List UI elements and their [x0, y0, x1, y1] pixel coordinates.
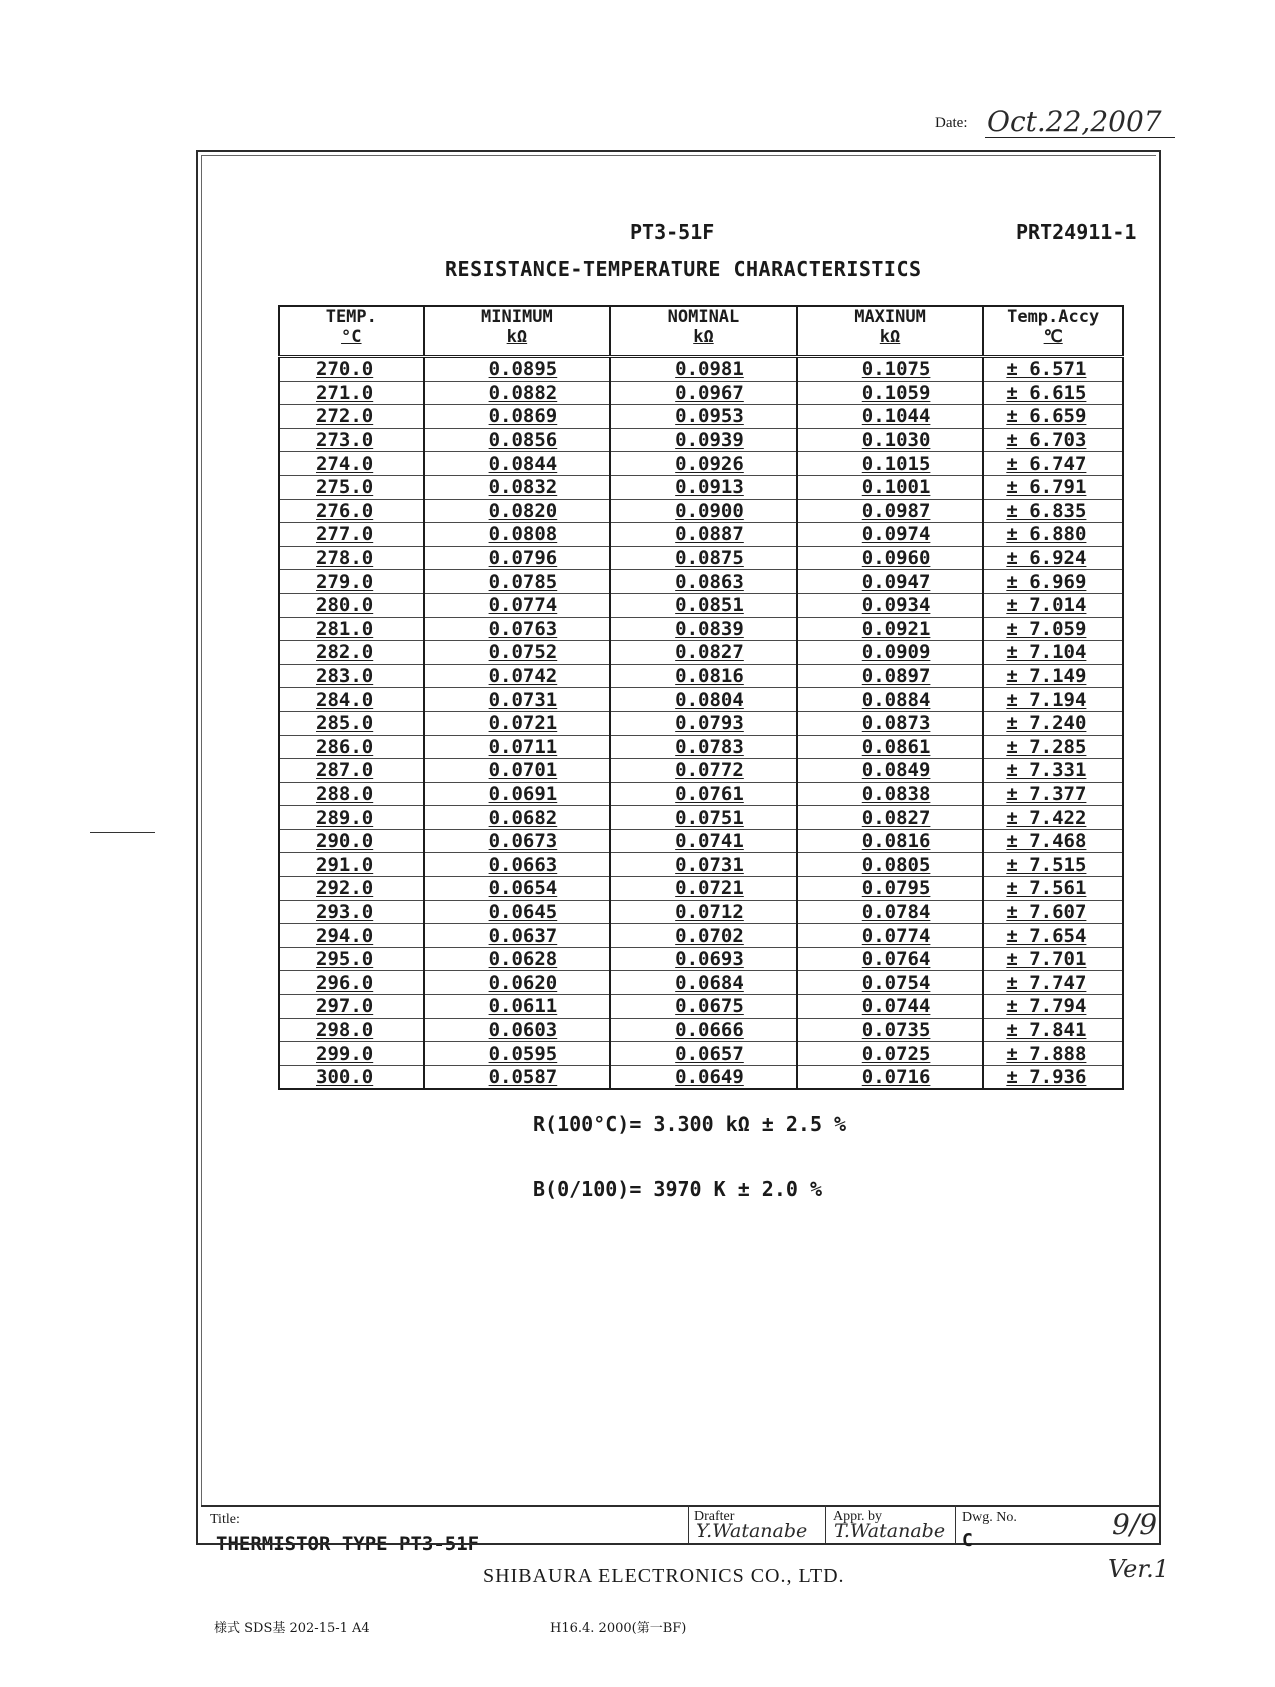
date-handwritten-value: Oct.22,2007	[987, 105, 1162, 138]
table-row	[279, 711, 1123, 735]
maximum-resistance-cell: 0.0795	[797, 877, 984, 901]
nominal-resistance-cell: 0.0793	[610, 711, 797, 735]
temperature-cell: 288.0	[279, 782, 424, 806]
minimum-resistance-cell: 0.0796	[424, 546, 611, 570]
nominal-resistance-cell: 0.0816	[610, 664, 797, 688]
temp-accuracy-cell: ± 7.240	[983, 711, 1123, 735]
minimum-resistance-cell: 0.0620	[424, 971, 611, 995]
table-row	[279, 1065, 1123, 1089]
temp-accuracy-cell: ± 7.888	[983, 1042, 1123, 1066]
temperature-cell: 292.0	[279, 877, 424, 901]
maximum-resistance-cell: 0.0921	[797, 617, 984, 641]
table-body	[279, 357, 1123, 1090]
maximum-resistance-cell: 0.0838	[797, 782, 984, 806]
temperature-cell: 273.0	[279, 428, 424, 452]
minimum-resistance-cell: 0.0595	[424, 1042, 611, 1066]
temp-accuracy-cell: ± 7.607	[983, 900, 1123, 924]
temp-accuracy-cell: ± 7.377	[983, 782, 1123, 806]
table-row	[279, 877, 1123, 901]
nominal-resistance-cell: 0.0981	[610, 357, 797, 382]
maximum-resistance-cell: 0.1059	[797, 381, 984, 405]
maximum-resistance-cell: 0.0897	[797, 664, 984, 688]
minimum-resistance-cell: 0.0691	[424, 782, 611, 806]
form-code: 様式 SDS基 202-15-1 A4	[214, 1621, 370, 1636]
temperature-cell: 282.0	[279, 641, 424, 665]
nominal-resistance-cell: 0.0684	[610, 971, 797, 995]
nominal-resistance-cell: 0.0772	[610, 759, 797, 783]
temp-accuracy-cell: ± 7.654	[983, 924, 1123, 948]
temperature-cell: 299.0	[279, 1042, 424, 1066]
temperature-cell: 286.0	[279, 735, 424, 759]
nominal-resistance-cell: 0.0913	[610, 475, 797, 499]
maximum-resistance-cell: 0.1015	[797, 452, 984, 476]
temperature-cell: 274.0	[279, 452, 424, 476]
table-row	[279, 381, 1123, 405]
table-row	[279, 853, 1123, 877]
minimum-resistance-cell: 0.0731	[424, 688, 611, 712]
temperature-cell: 294.0	[279, 924, 424, 948]
temp-accuracy-cell: ± 7.794	[983, 995, 1123, 1019]
temp-accuracy-cell: ± 6.615	[983, 381, 1123, 405]
minimum-resistance-cell: 0.0682	[424, 806, 611, 830]
sheet-number: 9/9	[1112, 1508, 1158, 1541]
minimum-resistance-cell: 0.0637	[424, 924, 611, 948]
temp-accuracy-cell: ± 7.841	[983, 1018, 1123, 1042]
minimum-resistance-cell: 0.0869	[424, 405, 611, 429]
maximum-resistance-cell: 0.0754	[797, 971, 984, 995]
table-row	[279, 971, 1123, 995]
minimum-resistance-cell: 0.0895	[424, 357, 611, 382]
page-title: RESISTANCE-TEMPERATURE CHARACTERISTICS	[445, 257, 922, 281]
maximum-resistance-cell: 0.0816	[797, 829, 984, 853]
temp-accuracy-cell: ± 7.422	[983, 806, 1123, 830]
maximum-resistance-cell: 0.0716	[797, 1065, 984, 1089]
minimum-resistance-cell: 0.0645	[424, 900, 611, 924]
nominal-resistance-cell: 0.0953	[610, 405, 797, 429]
maximum-resistance-cell: 0.0805	[797, 853, 984, 877]
maximum-resistance-cell: 0.0827	[797, 806, 984, 830]
minimum-resistance-cell: 0.0663	[424, 853, 611, 877]
nominal-resistance-cell: 0.0657	[610, 1042, 797, 1066]
maximum-resistance-cell: 0.0764	[797, 947, 984, 971]
column-header-name: TEMP.	[325, 307, 377, 327]
temperature-cell: 281.0	[279, 617, 424, 641]
date-underline	[985, 137, 1175, 138]
nominal-resistance-cell: 0.0887	[610, 523, 797, 547]
minimum-resistance-cell: 0.0752	[424, 641, 611, 665]
date-label: Date:	[935, 115, 968, 131]
nominal-resistance-cell: 0.0827	[610, 641, 797, 665]
table-row	[279, 452, 1123, 476]
column-header-unit: kΩ	[506, 327, 528, 347]
maximum-resistance-cell: 0.0735	[797, 1018, 984, 1042]
table-row	[279, 523, 1123, 547]
temperature-cell: 293.0	[279, 900, 424, 924]
table-row	[279, 806, 1123, 830]
temperature-cell: 295.0	[279, 947, 424, 971]
table-row	[279, 641, 1123, 665]
temp-accuracy-cell: ± 6.880	[983, 523, 1123, 547]
nominal-resistance-cell: 0.0900	[610, 499, 797, 523]
table-row	[279, 995, 1123, 1019]
nominal-resistance-cell: 0.0851	[610, 593, 797, 617]
nominal-resistance-cell: 0.0939	[610, 428, 797, 452]
form-revision: H16.4. 2000(第一BF)	[550, 1621, 687, 1636]
table-row	[279, 900, 1123, 924]
table-row	[279, 664, 1123, 688]
scan-margin-mark	[90, 832, 155, 833]
column-header	[610, 306, 797, 357]
nominal-resistance-cell: 0.0863	[610, 570, 797, 594]
temperature-cell: 290.0	[279, 829, 424, 853]
maximum-resistance-cell: 0.0884	[797, 688, 984, 712]
maximum-resistance-cell: 0.0861	[797, 735, 984, 759]
minimum-resistance-cell: 0.0742	[424, 664, 611, 688]
temperature-cell: 285.0	[279, 711, 424, 735]
temperature-cell: 283.0	[279, 664, 424, 688]
temp-accuracy-cell: ± 6.571	[983, 357, 1123, 382]
column-header-unit: kΩ	[879, 327, 901, 347]
nominal-resistance-cell: 0.0731	[610, 853, 797, 877]
approver-signature: T.Watanabe	[834, 1520, 946, 1542]
table-row	[279, 1018, 1123, 1042]
temperature-cell: 280.0	[279, 593, 424, 617]
approved-by-label: Appr. by	[833, 1509, 882, 1524]
nominal-resistance-cell: 0.0675	[610, 995, 797, 1019]
minimum-resistance-cell: 0.0856	[424, 428, 611, 452]
table-row	[279, 570, 1123, 594]
table-row	[279, 593, 1123, 617]
table-row	[279, 475, 1123, 499]
temperature-cell: 277.0	[279, 523, 424, 547]
nominal-resistance-cell: 0.0649	[610, 1065, 797, 1089]
temperature-cell: 291.0	[279, 853, 424, 877]
nominal-resistance-cell: 0.0721	[610, 877, 797, 901]
nominal-resistance-cell: 0.0804	[610, 688, 797, 712]
temp-accuracy-cell: ± 6.835	[983, 499, 1123, 523]
table-row	[279, 924, 1123, 948]
column-header-name: NOMINAL	[667, 307, 740, 327]
maximum-resistance-cell: 0.1001	[797, 475, 984, 499]
temperature-cell: 278.0	[279, 546, 424, 570]
table-row	[279, 759, 1123, 783]
table-row	[279, 947, 1123, 971]
nominal-resistance-cell: 0.0751	[610, 806, 797, 830]
maximum-resistance-cell: 0.1075	[797, 357, 984, 382]
column-header-unit: ℃	[1043, 327, 1063, 347]
nominal-resistance-cell: 0.0926	[610, 452, 797, 476]
temp-accuracy-cell: ± 6.747	[983, 452, 1123, 476]
minimum-resistance-cell: 0.0603	[424, 1018, 611, 1042]
temp-accuracy-cell: ± 7.285	[983, 735, 1123, 759]
minimum-resistance-cell: 0.0628	[424, 947, 611, 971]
maximum-resistance-cell: 0.0784	[797, 900, 984, 924]
minimum-resistance-cell: 0.0654	[424, 877, 611, 901]
minimum-resistance-cell: 0.0785	[424, 570, 611, 594]
temp-accuracy-cell: ± 7.014	[983, 593, 1123, 617]
nominal-resistance-cell: 0.0712	[610, 900, 797, 924]
temperature-cell: 270.0	[279, 357, 424, 382]
temperature-cell: 272.0	[279, 405, 424, 429]
maximum-resistance-cell: 0.0774	[797, 924, 984, 948]
minimum-resistance-cell: 0.0587	[424, 1065, 611, 1089]
temp-accuracy-cell: ± 7.331	[983, 759, 1123, 783]
table-row	[279, 829, 1123, 853]
drafter-signature: Y.Watanabe	[696, 1520, 808, 1542]
table-row	[279, 617, 1123, 641]
maximum-resistance-cell: 0.0974	[797, 523, 984, 547]
temp-accuracy-cell: ± 7.701	[983, 947, 1123, 971]
nominal-resistance-cell: 0.0741	[610, 829, 797, 853]
title-underline	[201, 1543, 546, 1545]
minimum-resistance-cell: 0.0763	[424, 617, 611, 641]
nominal-resistance-cell: 0.0666	[610, 1018, 797, 1042]
column-header-unit: kΩ	[693, 327, 714, 347]
minimum-resistance-cell: 0.0721	[424, 711, 611, 735]
maximum-resistance-cell: 0.0725	[797, 1042, 984, 1066]
nominal-resistance-cell: 0.0783	[610, 735, 797, 759]
temp-accuracy-cell: ± 6.703	[983, 428, 1123, 452]
maximum-resistance-cell: 0.0849	[797, 759, 984, 783]
minimum-resistance-cell: 0.0711	[424, 735, 611, 759]
temp-accuracy-cell: ± 7.747	[983, 971, 1123, 995]
temp-accuracy-cell: ± 7.468	[983, 829, 1123, 853]
nominal-resistance-cell: 0.0967	[610, 381, 797, 405]
minimum-resistance-cell: 0.0611	[424, 995, 611, 1019]
maximum-resistance-cell: 0.0960	[797, 546, 984, 570]
column-header	[424, 306, 611, 357]
maximum-resistance-cell: 0.0873	[797, 711, 984, 735]
temp-accuracy-cell: ± 7.194	[983, 688, 1123, 712]
table-row	[279, 357, 1123, 382]
maximum-resistance-cell: 0.1030	[797, 428, 984, 452]
temp-accuracy-cell: ± 6.924	[983, 546, 1123, 570]
nominal-resistance-cell: 0.0693	[610, 947, 797, 971]
table-row	[279, 688, 1123, 712]
model-number: PT3-51F	[630, 220, 715, 244]
column-header-unit: °C	[341, 327, 362, 347]
table-row	[279, 428, 1123, 452]
maximum-resistance-cell: 0.0947	[797, 570, 984, 594]
nominal-resistance-cell: 0.0875	[610, 546, 797, 570]
temp-accuracy-cell: ± 6.969	[983, 570, 1123, 594]
company-name: SHIBAURA ELECTRONICS CO., LTD.	[483, 1565, 845, 1587]
drawing-revision: C	[962, 1530, 973, 1551]
table-row	[279, 782, 1123, 806]
column-header-name: MAXINUM	[854, 307, 926, 327]
table-row	[279, 735, 1123, 759]
table-row	[279, 499, 1123, 523]
temperature-cell: 284.0	[279, 688, 424, 712]
temperature-cell: 296.0	[279, 971, 424, 995]
drafter-label: Drafter	[694, 1509, 735, 1524]
resistance-at-100c-spec: R(100°C)= 3.300 kΩ ± 2.5 %	[533, 1112, 847, 1136]
temperature-cell: 276.0	[279, 499, 424, 523]
temp-accuracy-cell: ± 7.059	[983, 617, 1123, 641]
table-row	[279, 405, 1123, 429]
temp-accuracy-cell: ± 6.659	[983, 405, 1123, 429]
column-header-name: MINIMUM	[481, 307, 553, 327]
nominal-resistance-cell: 0.0761	[610, 782, 797, 806]
temp-accuracy-cell: ± 7.149	[983, 664, 1123, 688]
document-number: PRT24911-1	[1016, 220, 1137, 244]
temp-accuracy-cell: ± 7.104	[983, 641, 1123, 665]
minimum-resistance-cell: 0.0820	[424, 499, 611, 523]
date-field	[935, 102, 1175, 142]
maximum-resistance-cell: 0.0987	[797, 499, 984, 523]
minimum-resistance-cell: 0.0774	[424, 593, 611, 617]
temperature-cell: 297.0	[279, 995, 424, 1019]
b-constant-spec: B(0/100)= 3970 K ± 2.0 %	[533, 1177, 822, 1201]
maximum-resistance-cell: 0.1044	[797, 405, 984, 429]
minimum-resistance-cell: 0.0832	[424, 475, 611, 499]
table-row	[279, 546, 1123, 570]
drawing-title: THERMISTOR TYPE PT3-51F	[216, 1533, 480, 1555]
maximum-resistance-cell: 0.0909	[797, 641, 984, 665]
table-row	[279, 1042, 1123, 1066]
nominal-resistance-cell: 0.0702	[610, 924, 797, 948]
minimum-resistance-cell: 0.0673	[424, 829, 611, 853]
minimum-resistance-cell: 0.0701	[424, 759, 611, 783]
temperature-cell: 275.0	[279, 475, 424, 499]
minimum-resistance-cell: 0.0882	[424, 381, 611, 405]
minimum-resistance-cell: 0.0808	[424, 523, 611, 547]
temp-accuracy-cell: ± 7.515	[983, 853, 1123, 877]
temperature-cell: 279.0	[279, 570, 424, 594]
table-header-row	[279, 306, 1123, 357]
column-header-name: Temp.Accy	[1007, 307, 1100, 327]
temperature-cell: 300.0	[279, 1065, 424, 1089]
maximum-resistance-cell: 0.0934	[797, 593, 984, 617]
temp-accuracy-cell: ± 6.791	[983, 475, 1123, 499]
column-header	[797, 306, 984, 357]
drawing-number-label: Dwg. No.	[962, 1510, 1017, 1525]
temperature-cell: 298.0	[279, 1018, 424, 1042]
resistance-temperature-table	[278, 305, 1124, 1090]
temp-accuracy-cell: ± 7.561	[983, 877, 1123, 901]
minimum-resistance-cell: 0.0844	[424, 452, 611, 476]
temperature-cell: 287.0	[279, 759, 424, 783]
temperature-cell: 271.0	[279, 381, 424, 405]
column-header	[279, 306, 424, 357]
version-note: Ver.1	[1108, 1555, 1170, 1583]
nominal-resistance-cell: 0.0839	[610, 617, 797, 641]
maximum-resistance-cell: 0.0744	[797, 995, 984, 1019]
temp-accuracy-cell: ± 7.936	[1006, 1066, 1087, 1089]
temperature-cell: 289.0	[279, 806, 424, 830]
title-label: Title:	[210, 1512, 240, 1527]
column-header	[983, 306, 1123, 357]
